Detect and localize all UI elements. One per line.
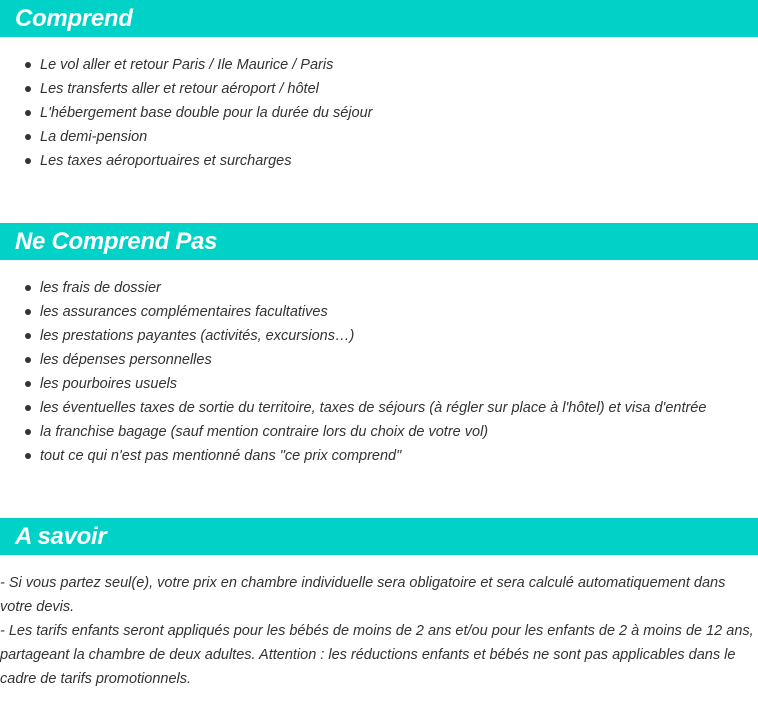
excludes-header (0, 223, 758, 260)
info-title: A savoir (15, 523, 107, 550)
info-paragraph-solo: - Si vous partez seul(e), votre prix en chambre individuelle sera obligatoire et sera calculé automatiquement dans votre devis. (0, 575, 726, 615)
list-item: Les transferts aller et retour aéroport / hôtel (0, 77, 372, 101)
includes-header (0, 0, 758, 37)
list-item: Le vol aller et retour Paris / Ile Maurice / Paris (0, 53, 372, 77)
list-item: L'hébergement base double pour la durée du séjour (0, 101, 372, 125)
list-item: les éventuelles taxes de sortie du territoire, taxes de séjours (à régler sur place à l'hôtel) et visa d'entrée (0, 396, 706, 420)
excludes-list (0, 276, 706, 468)
list-item: Les taxes aéroportuaires et surcharges (0, 149, 372, 173)
list-item: La demi-pension (0, 125, 372, 149)
list-item: les assurances complémentaires facultatives (0, 300, 706, 324)
includes-title: Comprend (15, 5, 133, 32)
excludes-title: Ne Comprend Pas (15, 228, 218, 255)
list-item: tout ce qui n'est pas mentionné dans "ce prix comprend" (0, 444, 706, 468)
list-item: les prestations payantes (activités, excursions…) (0, 324, 706, 348)
list-item: la franchise bagage (sauf mention contraire lors du choix de votre vol) (0, 420, 706, 444)
list-item: les frais de dossier (0, 276, 706, 300)
info-header (0, 518, 758, 555)
list-item: les pourboires usuels (0, 372, 706, 396)
list-item: les dépenses personnelles (0, 348, 706, 372)
info-paragraph-children: - Les tarifs enfants seront appliqués pour les bébés de moins de 2 ans et/ou pour les enfants de 2 à moins de 12 ans, partageant la chambre de deux adultes. Attention : les réductions enfants et bébés ne sont pas applicables dans le cadre de tarifs promotionnels. (0, 623, 754, 687)
includes-list (0, 53, 372, 173)
